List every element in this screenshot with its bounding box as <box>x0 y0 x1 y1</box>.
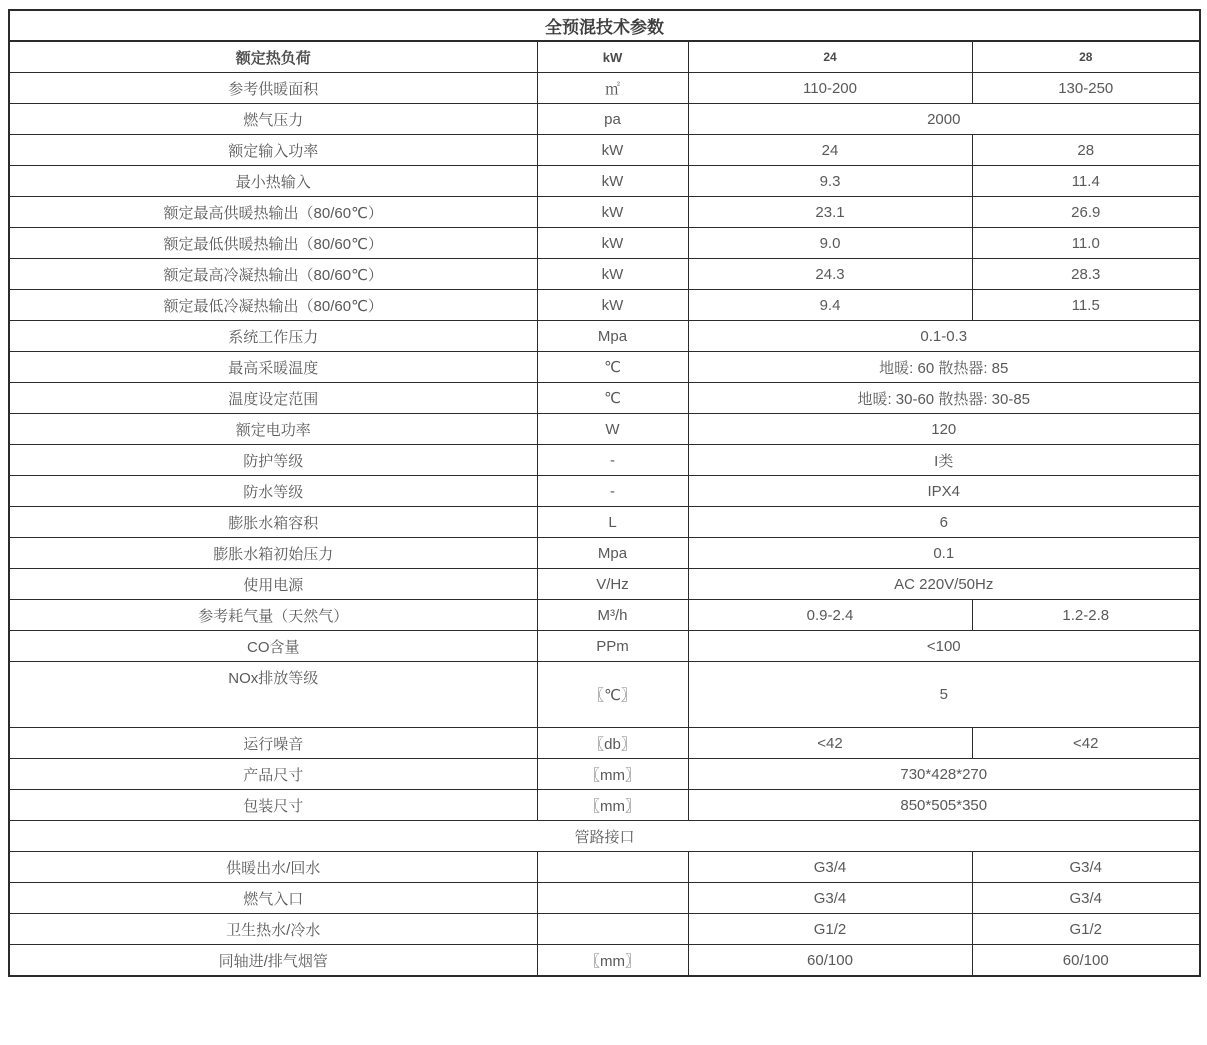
param-value-shared: IPX4 <box>688 476 1200 507</box>
param-value-28: 130-250 <box>972 73 1200 104</box>
param-unit: 〖℃〗 <box>537 662 688 728</box>
param-value-24: <42 <box>688 728 972 759</box>
table-row <box>9 631 1200 662</box>
param-label: 额定最低供暖热输出（80/60℃） <box>9 228 537 259</box>
section-header: 管路接口 <box>9 821 1200 852</box>
param-value-28: 28.3 <box>972 259 1200 290</box>
param-value-shared: 730*428*270 <box>688 759 1200 790</box>
table-row <box>9 383 1200 414</box>
param-label: 同轴进/排气烟管 <box>9 945 537 977</box>
table-row <box>9 662 1200 728</box>
table-row <box>9 197 1200 228</box>
table-row <box>9 73 1200 104</box>
table-row <box>9 883 1200 914</box>
param-value-28: 26.9 <box>972 197 1200 228</box>
param-unit: - <box>537 445 688 476</box>
spec-table <box>8 9 1201 977</box>
param-label: 系统工作压力 <box>9 321 537 352</box>
param-unit: PPm <box>537 631 688 662</box>
table-row <box>9 507 1200 538</box>
param-label: 产品尺寸 <box>9 759 537 790</box>
param-value-shared: AC 220V/50Hz <box>688 569 1200 600</box>
table-row <box>9 759 1200 790</box>
param-label: 燃气压力 <box>9 104 537 135</box>
param-unit: kW <box>537 228 688 259</box>
param-value-24: 24.3 <box>688 259 972 290</box>
table-row <box>9 290 1200 321</box>
param-label: 膨胀水箱容积 <box>9 507 537 538</box>
param-label: 最小热输入 <box>9 166 537 197</box>
param-value-shared: 120 <box>688 414 1200 445</box>
param-label: 使用电源 <box>9 569 537 600</box>
param-unit: 〖db〗 <box>537 728 688 759</box>
param-unit: Mpa <box>537 321 688 352</box>
param-label: 最高采暖温度 <box>9 352 537 383</box>
param-value-24: 0.9-2.4 <box>688 600 972 631</box>
param-label: 额定最高供暖热输出（80/60℃） <box>9 197 537 228</box>
param-label: 参考耗气量（天然气） <box>9 600 537 631</box>
param-unit: V/Hz <box>537 569 688 600</box>
param-label: 运行噪音 <box>9 728 537 759</box>
param-label: 额定电功率 <box>9 414 537 445</box>
param-value-24: 110-200 <box>688 73 972 104</box>
table-row <box>9 476 1200 507</box>
param-value-shared: <100 <box>688 631 1200 662</box>
param-unit: ㎡ <box>537 73 688 104</box>
param-unit: - <box>537 476 688 507</box>
param-unit: kW <box>537 259 688 290</box>
param-unit: ℃ <box>537 383 688 414</box>
param-value-28: G3/4 <box>972 883 1200 914</box>
param-value-24: G1/2 <box>688 914 972 945</box>
param-unit: kW <box>537 166 688 197</box>
table-row <box>9 790 1200 821</box>
param-value-28: G3/4 <box>972 852 1200 883</box>
param-unit: 〖mm〗 <box>537 945 688 977</box>
param-label: 温度设定范围 <box>9 383 537 414</box>
table-row <box>9 914 1200 945</box>
table-row <box>9 852 1200 883</box>
param-label: 额定最低冷凝热输出（80/60℃） <box>9 290 537 321</box>
param-value-28: 60/100 <box>972 945 1200 977</box>
param-label: 供暖出水/回水 <box>9 852 537 883</box>
param-value-24: 9.3 <box>688 166 972 197</box>
table-row <box>9 259 1200 290</box>
table-row <box>9 445 1200 476</box>
param-value-28: 11.0 <box>972 228 1200 259</box>
param-label: 额定最高冷凝热输出（80/60℃） <box>9 259 537 290</box>
param-value-shared: 6 <box>688 507 1200 538</box>
table-row <box>9 166 1200 197</box>
param-value-shared: 0.1 <box>688 538 1200 569</box>
param-value-24: G3/4 <box>688 852 972 883</box>
param-value-28: 11.4 <box>972 166 1200 197</box>
param-value-28: G1/2 <box>972 914 1200 945</box>
header-param-label: 额定热负荷 <box>9 41 537 73</box>
param-value-24: G3/4 <box>688 883 972 914</box>
param-label: 额定输入功率 <box>9 135 537 166</box>
param-value-28: 11.5 <box>972 290 1200 321</box>
param-label: NOx排放等级 <box>9 662 537 728</box>
param-unit <box>537 914 688 945</box>
param-unit: L <box>537 507 688 538</box>
param-unit: ℃ <box>537 352 688 383</box>
param-value-28: 28 <box>972 135 1200 166</box>
section-header-row <box>9 821 1200 852</box>
param-label: 参考供暖面积 <box>9 73 537 104</box>
table-row <box>9 135 1200 166</box>
param-value-shared: I类 <box>688 445 1200 476</box>
table-row <box>9 569 1200 600</box>
table-row <box>9 352 1200 383</box>
table-title: 全预混技术参数 <box>9 10 1200 41</box>
param-unit: kW <box>537 290 688 321</box>
param-value-shared: 地暖: 60 散热器: 85 <box>688 352 1200 383</box>
param-value-24: 9.0 <box>688 228 972 259</box>
param-value-24: 60/100 <box>688 945 972 977</box>
param-unit: pa <box>537 104 688 135</box>
param-value-28: <42 <box>972 728 1200 759</box>
param-unit <box>537 883 688 914</box>
param-label: 包装尺寸 <box>9 790 537 821</box>
table-row <box>9 945 1200 977</box>
param-unit: kW <box>537 197 688 228</box>
param-value-24: 9.4 <box>688 290 972 321</box>
header-model-28: 28 <box>972 41 1200 73</box>
table-row <box>9 228 1200 259</box>
param-unit <box>537 852 688 883</box>
table-row <box>9 600 1200 631</box>
param-unit: M³/h <box>537 600 688 631</box>
param-label: 防护等级 <box>9 445 537 476</box>
param-value-shared: 地暖: 30-60 散热器: 30-85 <box>688 383 1200 414</box>
param-value-shared: 2000 <box>688 104 1200 135</box>
table-row <box>9 538 1200 569</box>
param-value-28: 1.2-2.8 <box>972 600 1200 631</box>
table-row <box>9 728 1200 759</box>
header-model-24: 24 <box>688 41 972 73</box>
table-header-row <box>9 41 1200 73</box>
param-value-shared: 850*505*350 <box>688 790 1200 821</box>
param-label: 卫生热水/冷水 <box>9 914 537 945</box>
table-row <box>9 321 1200 352</box>
param-unit: 〖mm〗 <box>537 790 688 821</box>
header-unit: kW <box>537 41 688 73</box>
param-label: CO含量 <box>9 631 537 662</box>
table-row <box>9 414 1200 445</box>
param-unit: W <box>537 414 688 445</box>
param-label: 防水等级 <box>9 476 537 507</box>
param-value-shared: 0.1-0.3 <box>688 321 1200 352</box>
param-value-24: 24 <box>688 135 972 166</box>
table-title-row <box>9 10 1200 41</box>
param-label: 燃气入口 <box>9 883 537 914</box>
param-value-24: 23.1 <box>688 197 972 228</box>
param-value-shared: 5 <box>688 662 1200 728</box>
param-label: 膨胀水箱初始压力 <box>9 538 537 569</box>
param-unit: kW <box>537 135 688 166</box>
param-unit: Mpa <box>537 538 688 569</box>
param-unit: 〖mm〗 <box>537 759 688 790</box>
table-row <box>9 104 1200 135</box>
